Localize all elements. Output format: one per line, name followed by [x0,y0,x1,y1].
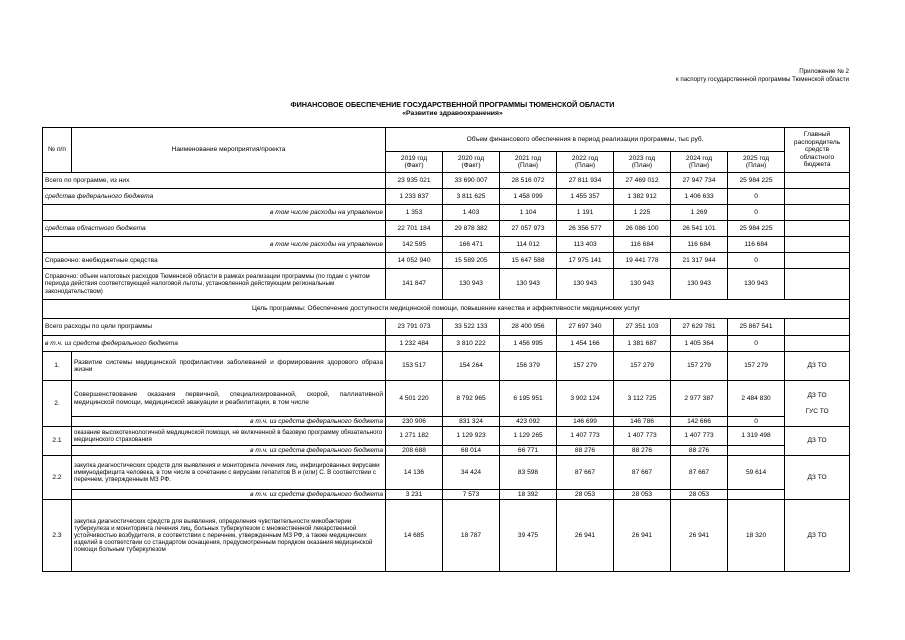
row-label: закупка диагностических средств для выявления, определения чувствительности микобактерии туберкулеза и мониторинга лечения лиц, больных туберкулезом с множественной лекарственной устойчивостью возбудителя, в соответствии с перечнем, утвержденным МЗ РФ, а также медицинских изделий в соответствии со стандартом оснащения, предусмотренным порядком оказания медицинской помощи больным туберкулезом [72,500,386,572]
cell: 17 975 141 [557,253,614,269]
cell: 88 276 [671,446,728,456]
cell [785,221,850,237]
cell: 3 231 [386,490,443,500]
cell: 14 685 [386,500,443,572]
cell: 88 276 [557,446,614,456]
cell: 0 [728,205,785,221]
table-row [43,456,850,490]
cell: 87 667 [614,456,671,490]
cell: 28 053 [614,490,671,500]
cell: 14 136 [386,456,443,490]
cell: 33 522 133 [443,319,500,336]
cell: 130 943 [728,269,785,300]
cell: 157 279 [614,352,671,381]
cell: 26 356 577 [557,221,614,237]
cell: 1 405 364 [671,336,728,352]
cell: 18 787 [443,500,500,572]
cell: 34 424 [443,456,500,490]
cell: 116 684 [671,237,728,253]
cell: 87 667 [557,456,614,490]
cell: 1 353 [386,205,443,221]
cell: 1 382 912 [614,189,671,205]
cell: 130 943 [614,269,671,300]
row-label: Всего по программе, из них [43,173,386,189]
cell: 39 475 [500,500,557,572]
cell [785,173,850,189]
cell: 1 319 498 [728,427,785,446]
cell: 1 455 357 [557,189,614,205]
goal-row [43,300,850,319]
cell: 8 792 965 [443,381,500,417]
cell: 1 129 265 [500,427,557,446]
row-label: в том числе расходы на управление [43,237,386,253]
cell: 3 112 725 [614,381,671,417]
document-subtitle: «Развитие здравоохранения» [402,110,503,117]
cell: 1 406 633 [671,189,728,205]
cell: 157 279 [557,352,614,381]
table-row [43,381,850,417]
header-row [43,128,850,152]
cell: 27 947 734 [671,173,728,189]
cell: 14 052 940 [386,253,443,269]
cell: 26 941 [614,500,671,572]
year-header: 2023 год (План) [614,152,671,173]
cell: 26 541 101 [671,221,728,237]
document-title: ФИНАНСОВОЕ ОБЕСПЕЧЕНИЕ ГОСУДАРСТВЕННОЙ ПРОГРАММЫ ТЮМЕНСКОЙ ОБЛАСТИ [290,100,615,109]
cell: 15 589 205 [443,253,500,269]
cell: 1 233 837 [386,189,443,205]
cell: 27 057 973 [500,221,557,237]
manager-cell: ДЗ ТО [785,427,850,456]
cell: 1 456 995 [500,336,557,352]
year-header: 2020 год (Факт) [443,152,500,173]
row-label: Всего расходы по цели программы [43,319,386,336]
cell: 113 403 [557,237,614,253]
finance-table [42,127,850,572]
cell: 23 791 073 [386,319,443,336]
year-header: 2022 год (План) [557,152,614,173]
cell: 1 407 773 [557,427,614,446]
cell: 26 941 [557,500,614,572]
cell: 26 941 [671,500,728,572]
cell: 1 232 484 [386,336,443,352]
col-name-header: Наименование мероприятия/проекта [72,128,386,173]
cell: 116 684 [728,237,785,253]
table-row [43,319,850,336]
cell [785,253,850,269]
cell: 146 699 [557,417,614,427]
cell: 87 667 [671,456,728,490]
cell: 25 867 541 [728,319,785,336]
table-row [43,173,850,189]
year-header: 2021 год (План) [500,152,557,173]
cell: 27 351 103 [614,319,671,336]
cell: 0 [728,189,785,205]
cell: 146 786 [614,417,671,427]
manager-cell [785,381,850,427]
col-manager-header: Главный распорядитель средств областного бюджета [785,128,850,173]
cell: 1 454 166 [557,336,614,352]
table-row [43,500,850,572]
cell: 0 [728,336,785,352]
cell: 116 684 [614,237,671,253]
table-row [43,352,850,381]
cell: 2 977 387 [671,381,728,417]
row-label: в т.ч. из средств федерального бюджета [72,446,386,456]
cell: 18 320 [728,500,785,572]
cell: 22 701 184 [386,221,443,237]
cell: 27 469 012 [614,173,671,189]
cell: 25 984 225 [728,221,785,237]
cell: 28 053 [557,490,614,500]
cell [785,237,850,253]
cell: 230 906 [386,417,443,427]
cell: 3 811 625 [443,189,500,205]
cell: 130 943 [557,269,614,300]
cell: 21 317 944 [671,253,728,269]
cell: 142 666 [671,417,728,427]
col-no-header: № п/п [43,128,72,173]
appendix-note [676,68,849,83]
cell: 1 271 182 [386,427,443,446]
cell: 1 381 687 [614,336,671,352]
cell [785,336,850,352]
table-row [43,427,850,446]
manager-dz: ДЗ ТО [807,391,827,399]
cell: 1 407 773 [671,427,728,446]
cell: 68 014 [443,446,500,456]
item-number: 2.3 [43,500,72,572]
year-header: 2025 год (План) [728,152,785,173]
item-number: 1. [43,352,72,381]
cell: 18 392 [500,490,557,500]
cell: 27 629 781 [671,319,728,336]
cell: 1 403 [443,205,500,221]
manager-cell: ДЗ ТО [785,352,850,381]
year-header: 2024 год (План) [671,152,728,173]
cell: 0 [728,417,785,427]
table-row [43,269,850,300]
table-row [43,221,850,237]
manager-gus: ГУС ТО [805,408,829,415]
appendix-line-2: к паспорту государственной программы Тюменской области [675,75,849,83]
cell: 153 517 [386,352,443,381]
cell: 83 598 [500,456,557,490]
cell: 29 878 382 [443,221,500,237]
manager-cell: ДЗ ТО [785,456,850,500]
cell: 26 086 100 [614,221,671,237]
table-row [43,417,850,427]
cell: 3 902 124 [557,381,614,417]
cell: 15 647 588 [500,253,557,269]
table-row [43,446,850,456]
cell: 423 092 [500,417,557,427]
cell: 25 984 225 [728,173,785,189]
cell: 33 690 007 [443,173,500,189]
cell: 1 269 [671,205,728,221]
cell [728,490,785,500]
cell [785,319,850,336]
cell [785,189,850,205]
cell [728,446,785,456]
row-label: в т.ч. из средств федерального бюджета [72,417,386,427]
row-label: средства федерального бюджета [43,189,386,205]
cell: 1 407 773 [614,427,671,446]
cell: 28 400 956 [500,319,557,336]
cell: 1 225 [614,205,671,221]
cell: 156 379 [500,352,557,381]
cell: 4 501 220 [386,381,443,417]
row-label: Совершенствование оказания первичной, специализированной, скорой, паллиативной медицинской помощи, медицинской эвакуации и реабилитации, в том числе [72,381,386,417]
table-row [43,336,850,352]
cell: 28 516 072 [500,173,557,189]
cell: 27 811 934 [557,173,614,189]
cell: 1 191 [557,205,614,221]
cell: 831 324 [443,417,500,427]
cell: 130 943 [500,269,557,300]
cell: 0 [728,253,785,269]
program-goal: Цель программы: Обеспечение доступности медицинской помощи, повышение качества и эффективности медицинских услуг [43,300,850,319]
cell: 141 847 [386,269,443,300]
item-number: 2.2 [43,456,72,500]
manager-cell: ДЗ ТО [785,500,850,572]
cell: 157 279 [728,352,785,381]
table-row [43,205,850,221]
row-label: в том числе расходы на управление [43,205,386,221]
cell: 66 771 [500,446,557,456]
row-label: Справочно: внебюджетные средства [43,253,386,269]
table-row [43,253,850,269]
row-label: в т.ч. из средств федерального бюджета [43,336,386,352]
row-label: Справочно: объем налоговых расходов Тюменской области в рамках реализации программы (по годам с учетом периода действия соответствующей налоговой льготы, установленной действующим региональным законодательством) [43,269,386,300]
table-row [43,237,850,253]
col-volume-header: Объем финансового обеспечения в период реализации программы, тыс руб. [386,128,785,152]
cell: 27 697 340 [557,319,614,336]
cell: 6 195 951 [500,381,557,417]
table-row [43,189,850,205]
cell: 142 595 [386,237,443,253]
cell: 114 012 [500,237,557,253]
row-label: закупка диагностических средств для выявления и мониторинга лечения лиц, инфицированных вирусами иммунодефицита человека, в том числе в сочетании с вирусами гепатитов В и (или) С. В соответствии с перечнем, утвержденным МЗ РФ. [72,456,386,490]
cell: 88 276 [614,446,671,456]
appendix-line-1: Приложение № 2 [799,68,849,75]
cell: 59 614 [728,456,785,490]
cell: 157 279 [671,352,728,381]
cell: 1 104 [500,205,557,221]
cell: 1 458 099 [500,189,557,205]
cell: 23 935 021 [386,173,443,189]
cell [785,269,850,300]
cell: 2 484 830 [728,381,785,417]
cell: 208 688 [386,446,443,456]
cell: 7 573 [443,490,500,500]
item-number: 2.1 [43,427,72,456]
cell: 1 129 923 [443,427,500,446]
row-label: Развитие системы медицинской профилактики заболеваний и формирования здорового образа жизни [72,352,386,381]
item-number: 2. [43,381,72,427]
table-row [43,490,850,500]
row-label: средства областного бюджета [43,221,386,237]
row-label: в т.ч. из средств федерального бюджета [72,490,386,500]
cell: 130 943 [443,269,500,300]
cell: 3 810 222 [443,336,500,352]
cell: 166 471 [443,237,500,253]
cell: 130 943 [671,269,728,300]
year-header: 2019 год (Факт) [386,152,443,173]
cell: 154 264 [443,352,500,381]
cell [785,205,850,221]
row-label: оказание высокотехнологичной медицинской помощи, не включенной в базовую программу обязательного медицинского страхования [72,427,386,446]
cell: 28 053 [671,490,728,500]
cell: 19 441 778 [614,253,671,269]
